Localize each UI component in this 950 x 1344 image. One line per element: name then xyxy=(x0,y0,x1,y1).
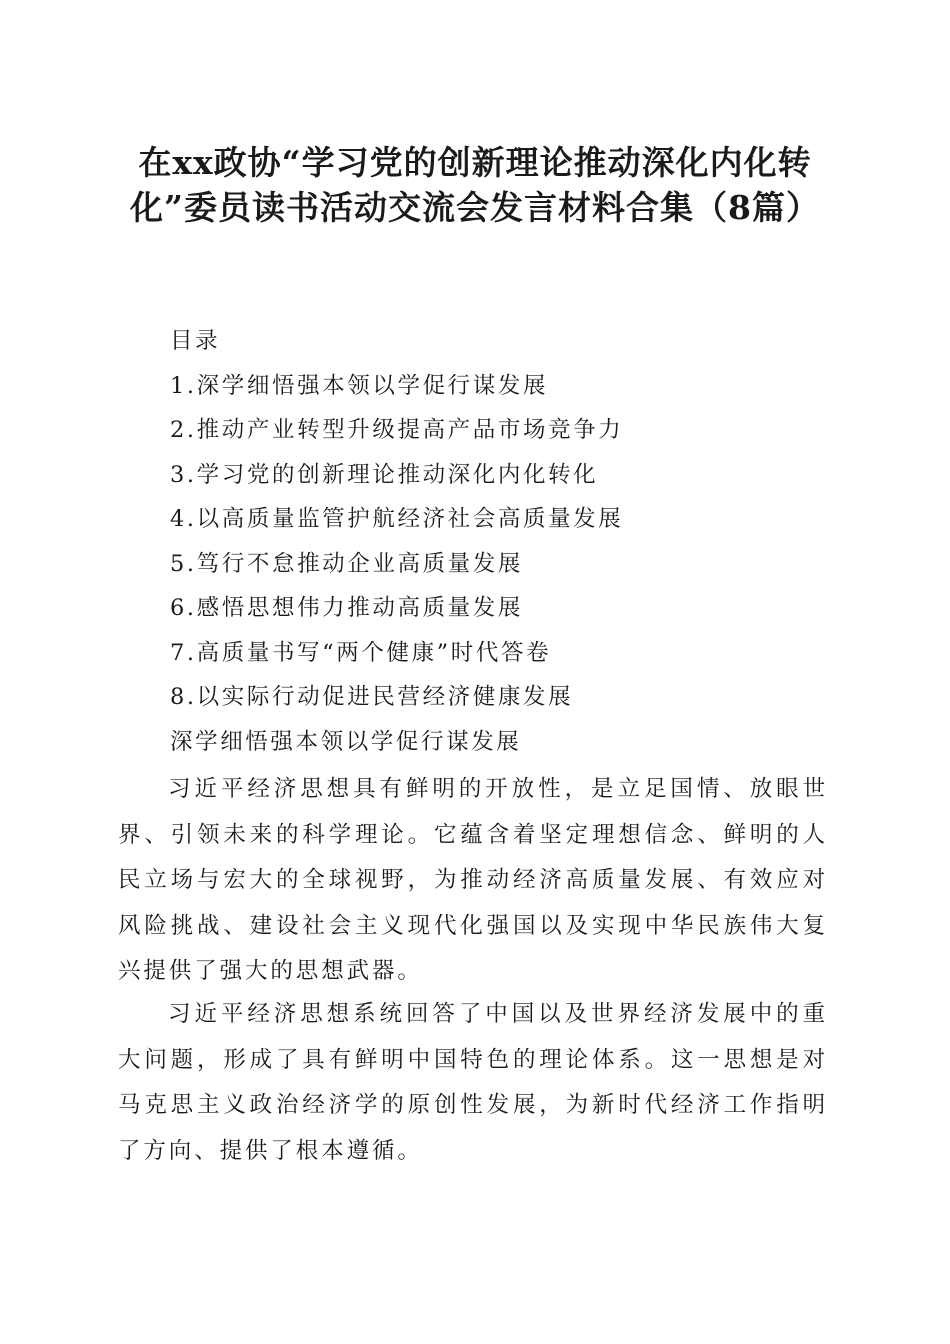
toc-item: 6.感悟思想伟力推动高质量发展 xyxy=(170,595,523,621)
table-of-contents xyxy=(170,323,830,768)
body-paragraph: 习近平经济思想系统回答了中国以及世界经济发展中的重大问题，形成了具有鲜明中国特色的理论体系。这一思想是对马克思主义政治经济学的原创性发展，为新时代经济工作指明了方向、提供了根本遵循。 xyxy=(118,1001,828,1164)
toc-item: 1.深学细悟强本领以学促行谋发展 xyxy=(170,372,549,399)
toc-item: 4.以高质量监管护航经济社会高质量发展 xyxy=(170,506,624,532)
toc-item: 2.推动产业转型升级提高产品市场竞争力 xyxy=(170,417,624,443)
toc-item: 5.笃行不怠推动企业高质量发展 xyxy=(170,550,523,577)
toc-heading: 目录 xyxy=(170,328,221,354)
document-title: 在xx政协“学习党的创新理论推动深化内化转化”委员读书活动交流会发言材料合集（8篇） xyxy=(130,143,820,227)
section-title: 深学细悟强本领以学促行谋发展 xyxy=(170,728,522,755)
toc-item: 8.以实际行动促进民营经济健康发展 xyxy=(170,684,574,710)
body-paragraph: 习近平经济思想具有鲜明的开放性，是立足国情、放眼世界、引领未来的科学理论。它蕴含着坚定理想信念、鲜明的人民立场与宏大的全球视野，为推动经济高质量发展、有效应对风险挑战、建设社会主义现代化强国以及实现中华民族伟大复兴提供了强大的思想武器。 xyxy=(118,776,828,984)
toc-item: 7.高质量书写“两个健康”时代答卷 xyxy=(170,639,552,666)
toc-item: 3.学习党的创新理论推动深化内化转化 xyxy=(170,461,599,488)
